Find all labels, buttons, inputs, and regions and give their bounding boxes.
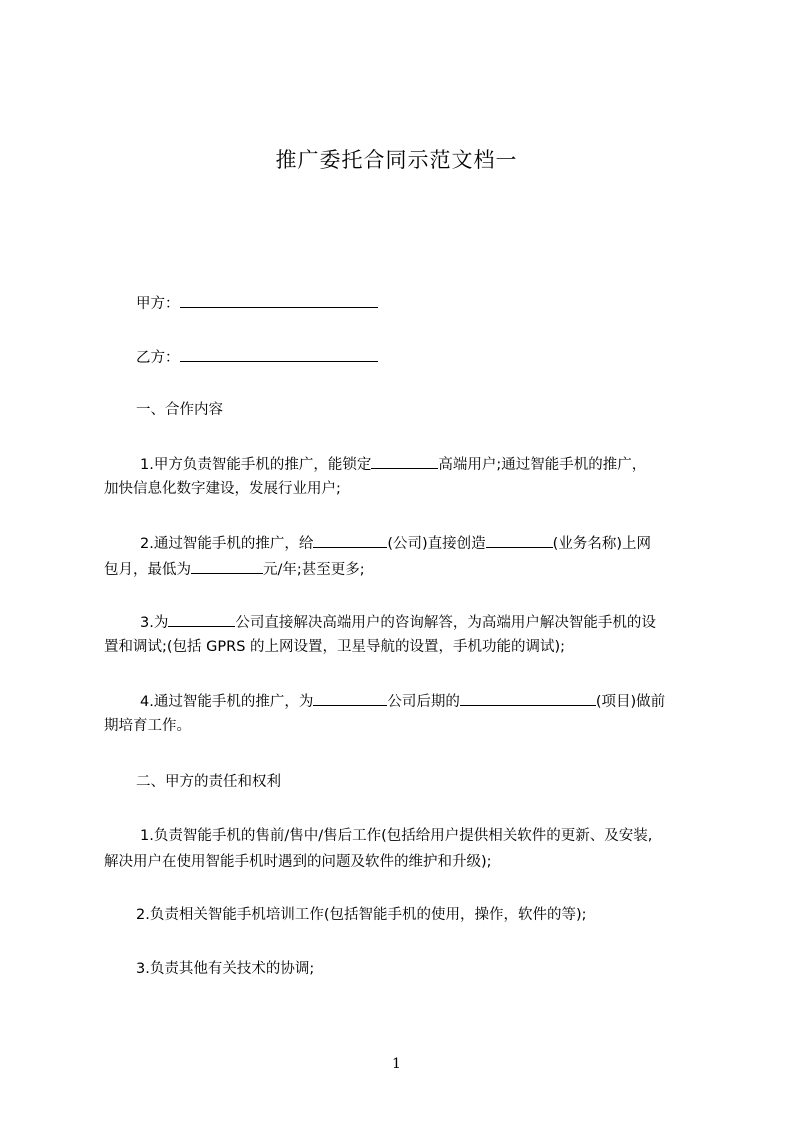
sec2-item1-line1: 1.负责智能手机的售前/售中/售后工作(包括给用户提供相关软件的更新、及安装, [140,828,653,844]
blank-field [168,611,235,627]
sec1-item4-text-a: 4.通过智能手机的推广，为 [140,694,314,710]
party-a-blank [180,292,378,308]
party-a-line [136,292,378,314]
blank-field [313,690,387,706]
sec2-item2: 2.负责相关智能手机培训工作(包括智能手机的使用，操作，软件的等); [136,907,587,923]
sec1-item3-text-a: 3.为 [140,615,169,631]
party-a-label: 甲方： [136,296,180,312]
page-number: 1 [392,1056,401,1072]
sec1-item2-line2 [104,558,365,580]
section-2-heading: 二、甲方的责任和权利 [136,774,281,790]
sec1-item4-text-c: (项目)做前 [595,694,666,710]
sec1-item3-line2: 置和调试;(包括 GPRS 的上网设置，卫星导航的设置，手机功能的调试); [104,639,566,655]
sec1-item1-text-a: 1.甲方负责智能手机的推广，能锁定 [140,457,372,473]
section-1-heading: 一、合作内容 [136,402,223,418]
party-b-label: 乙方： [136,350,180,366]
sec1-item2-line1 [140,532,651,554]
sec1-item2-text-e: 元/年;甚至更多; [263,562,365,578]
sec1-item1-line2: 加快信息化数字建设，发展行业用户; [104,481,341,497]
blank-field [486,532,553,548]
sec2-item3: 3.负责其他有关技术的协调; [136,961,315,977]
sec1-item3-text-b: 公司直接解决高端用户的咨询解答，为高端用户解决智能手机的设 [235,615,656,631]
blank-field [460,690,596,706]
sec2-item1-line2: 解决用户在使用智能手机时遇到的问题及软件的维护和升级); [104,854,492,870]
sec1-item2-text-a: 2.通过智能手机的推广，给 [140,536,314,552]
blank-field [313,532,387,548]
blank-field [191,558,263,574]
sec1-item2-text-d: 包月，最低为 [104,562,191,578]
sec1-item4-line2: 期培育工作。 [104,718,191,734]
sec1-item2-text-b: (公司)直接创造 [387,536,486,552]
sec1-item4-line1 [140,690,665,712]
sec1-item1-text-b: 高端用户;通过智能手机的推广， [438,457,647,473]
blank-field [371,453,438,469]
sec1-item4-text-b: 公司后期的 [387,694,460,710]
document-title: 推广委托合同示范文档一 [275,148,518,172]
sec1-item2-text-c: (业务名称)上网 [552,536,651,552]
sec1-item3-line1 [140,611,656,633]
party-b-blank [180,346,378,362]
sec1-item1-line1 [140,453,646,475]
party-b-line [136,346,378,368]
